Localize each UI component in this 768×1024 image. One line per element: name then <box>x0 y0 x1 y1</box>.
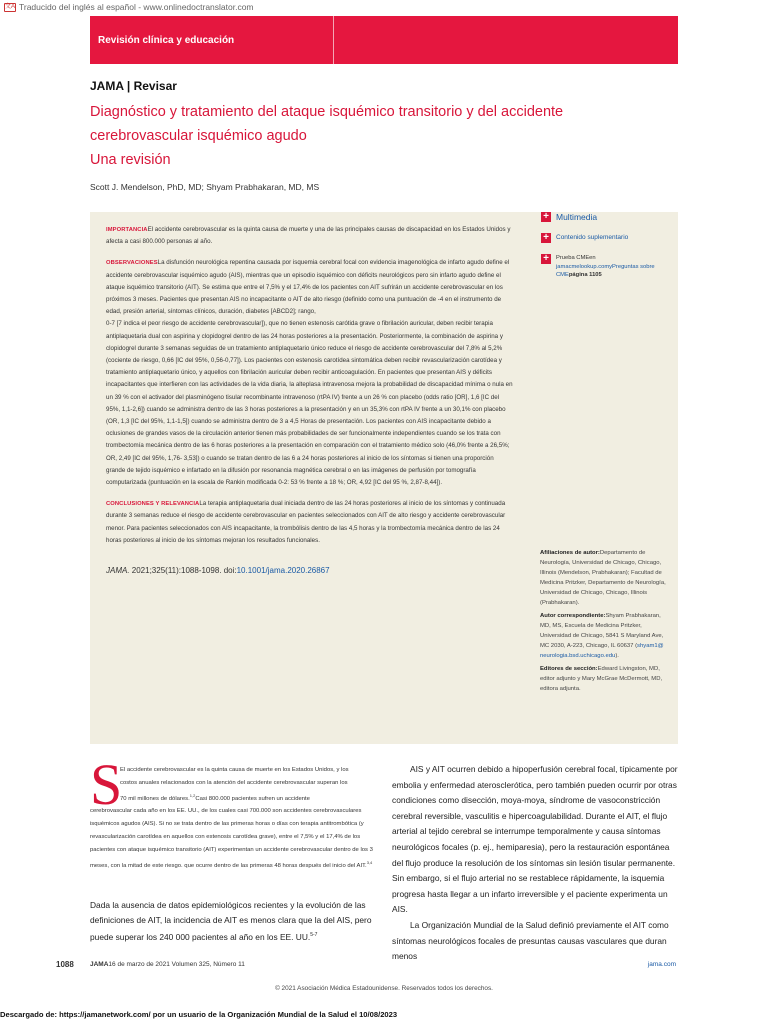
intro-line-2: costos anuales relacionados con la atención del accidente cerebrovascular superan los <box>120 779 348 786</box>
observations-text-cont: 0-7 [7 indica el peor riesgo de accidente cerebrovascular]), que no tienen estenosis carótida grave o fibrilación auricular, deben recibir terapia antiplaquetaria dual con aspirina y clopidogrel dentro de las 24 horas posteriores a la presentación. Posteriormente, la combinación de aspirina y clopidogrel durante 3 semanas seguidas de un tratamiento antiplaquetario único reduce el riesgo de accidente cerebrovascular del 7,8% al 5,2% (cociente de riesgo, 0,66 [IC del 95%, 0,56-0,77]). Los pacientes con estenosis carotídea sintomática deben recibir revascularización carotídea y tratamiento antiplaquetario único, y aquellos con fibrilación auricular deben recibir anticoagulación. En pacientes que presentan AIS y déficits incapacitantes que interfieren con las actividades de la vida diaria, la alteplasa intravenosa mejora la probabilidad de discapacidad mínima o nula en un 39 % con el activador del plasminógeno tisular recombinante intravenoso (rtPA IV) frente a un 26 % con placebo (odds ratio [OR], 1,6 [IC del 95%, 1,1-2,6]) cuando se administra dentro de las 3 horas posteriores a la presentación y en un 35,3% con rtPA IV frente a un 30,1% con placebo (OR, 1,3 [IC del 95%, 1,1-1,5]) cuando se administra dentro de 3 a 4,5 Horas de presentación. Los pacientes con AIS incapacitante debido a oclusiones de grandes vasos de la circulación anterior tienen más probabilidades de ser funcionalmente independientes cuando se los trata con trombectomía mecánica dentro de las 6 horas posteriores a la presentación en comparación con el tratamiento médico solo (46,0% frente a 26,5%; OR, 2,49 [IC del 95%, 1,76- 3,53]) o cuando se tratan dentro de las 6 a 24 horas posteriores al inicio de los síntomas si tienen una proporción grande de tejido isquémico e infartado en la difusión por resonancia magnética cerebral o en las imágenes de perfusión por tomografía computarizada (puntuación en la escala de Rankin modificada 0-2: 53 % frente a 18 %; OR, 4,92 [IC del 95 %, 2,87-8,44]). <box>106 320 513 487</box>
editors-block <box>540 664 672 694</box>
editors-text: Edward Livingston, MD, editor adjunto y Mary McGrae McDermott, MD, editora adjunta. <box>540 666 663 692</box>
cme-link[interactable] <box>541 254 673 280</box>
ref-5-7[interactable]: 5-7 <box>310 932 318 938</box>
affiliations-label: Afiliaciones de autor: <box>540 550 600 556</box>
left-paragraph-text: Dada la ausencia de datos epidemiológicos recientes y la evolución de las definiciones de AIT, la incidencia de AIT es menos clara que la del AIS, pero puede superar los 240 000 pacientes al año en los EE. UU. <box>90 900 372 942</box>
citation <box>106 565 514 577</box>
intro-line-3-text: 70 mil millones de dólares. <box>120 795 190 802</box>
footer-journal <box>90 961 245 968</box>
drop-cap: S <box>90 752 123 817</box>
footer-issue: 16 de marzo de 2021 Volumen 325, Número 11 <box>108 961 245 968</box>
footer-site-link[interactable]: jama.com <box>647 961 676 968</box>
corresponding-end: ). <box>615 653 619 659</box>
cme-page: página 1105 <box>568 272 602 278</box>
page-footer <box>56 960 676 972</box>
importance-heading: IMPORTANCIA <box>106 227 148 233</box>
ref-1-2[interactable]: 1,2 <box>189 792 196 798</box>
intro-line-1: El accidente cerebrovascular es la quinta causa de muerte en los Estados Unidos, y los <box>120 767 349 773</box>
affiliations-block <box>540 548 672 608</box>
intro-paragraph <box>90 764 380 872</box>
translation-note-text: Traducido del inglés al español - www.onlinedoctranslator.com <box>19 2 254 12</box>
article-title <box>90 100 590 172</box>
banner-label: Revisión clínica y educación <box>98 35 235 46</box>
cme-lookup-link[interactable]: jamacmelookup.comyPreguntas sobre CME <box>556 263 655 278</box>
supplement-link[interactable] <box>541 233 628 243</box>
title-subtitle: Una revisión <box>90 152 171 168</box>
author-list: Scott J. Mendelson, PhD, MD; Shyam Prabhakaran, MD, MS <box>90 182 320 192</box>
observations-text: La disfunción neurológica repentina causada por isquemia cerebral focal con evidencia imagenológica de infarto agudo define el accidente cerebrovascular isquémico agudo (AIS), mientras que un episodio isquémico con déficits neurológicos pero sin infarto agudo define el ataque isquémico transitorio (AIT). Se estima que entre el 7,5% y el 17,4% de los pacientes con AIT sufrirán un accidente cerebrovascular en los próximos 3 meses. Pacientes que presentan AIS no incapacitante o AIT de alto riesgo (definido como una puntuación de -4 en el instrumento de edad, presión arterial, síntomas clínicos, duración, diabetes [ABCD2]; rango, <box>106 259 510 316</box>
multimedia-label: Multimedia <box>556 212 598 222</box>
body-paragraph-left <box>90 898 380 945</box>
cme-text <box>556 254 673 280</box>
abstract-conclusions <box>106 498 514 547</box>
download-note: Descargado de: https://jamanetwork.com/ por un usuario de la Organización Mundial de la Salud el 10/08/2023 <box>0 1010 398 1019</box>
right-paragraph-1: AIS y AIT ocurren debido a hipoperfusión cerebral focal, típicamente por embolia y enfermedad aterosclerótica, pero también pueden ocurrir por otras condiciones como disección, moya-moya, síndrome de vasoconstricción cerebral reversible, vasculitis e hipercoagulabilidad. Durante el AIT, el flujo arterial al tejido cerebral se interrumpe temporalmente y causa síntomas neurológicos focales (p. ej., hemiparesia), pero la restauración espontánea del flujo produce la resolución de los síntomas sin lesión tisular permanente. Sin embargo, si el flujo arterial no se restablece rápidamente, la isquemia progresa hasta llegar a un infarto irreversible y el paciente experimenta un AIS. <box>392 764 678 915</box>
conclusions-heading: CONCLUSIONES Y RELEVANCIA <box>106 501 200 508</box>
conclusions-text: La terapia antiplaquetaria dual iniciada dentro de las 24 horas posteriores al inicio de los síntomas y continuada durante 3 semanas reduce el riesgo de accidente cerebrovascular en pacientes seleccionados con AIT de alto riesgo y accidente cerebrovascular menor. Para pacientes seleccionados con AIS incapacitante, la trombólisis dentro de las 4,5 horas y la trombectomía mecánica dentro de las 24 horas posteriores al inicio de los síntomas mejoran los resultados funcionales. <box>106 500 506 544</box>
cme-prefix: Prueba CMEen <box>556 255 596 261</box>
doi-link[interactable]: 10.1001/jama.2020.26867 <box>236 566 330 576</box>
intro-rest: cerebrovascular cada año en los EE. UU., de los cuales casi 700.000 son accidentes cerebrovasculares isquémicos agudos (AIS). Si no se trata dentro de las primeras horas o días con terapia antitrombótica (y revascularización carotídea en aquellos con estenosis carotídea grave), entre el 7,5% y el 17,4% de los pacientes con ataque isquémico transitorio (AIT) experimentan un accidente cerebrovascular dentro de los 3 meses, con la mitad de este riesgo. que ocurre dentro de las primeras 48 horas después del inicio del AIT. <box>90 808 373 869</box>
citation-journal: JAMA. <box>106 566 130 576</box>
footer-journal-name: JAMA <box>90 961 109 968</box>
right-paragraph-2: La Organización Mundial de la Salud definió previamente el AIT como síntomas neurológicos focales de presuntas causas vasculares que duran menos <box>392 919 669 962</box>
corresponding-text: Shyam Prabhakaran, MD, MS, Escuela de Medicina Pritzker, Universidad de Chicago, 5841 S Maryland Ave, MC 2030, A-223, Chicago, IL 60637 ( <box>540 613 664 649</box>
translate-icon: 文A <box>5 4 16 10</box>
editors-label: Editores de sección: <box>540 666 598 672</box>
importance-text: El accidente cerebrovascular es la quinta causa de muerte y una de las principales causas de discapacidad en los Estados Unidos y afecta a casi 800.000 personas al año. <box>106 226 511 246</box>
observations-heading: OBSERVACIONES <box>106 260 158 267</box>
corresponding-block <box>540 611 672 661</box>
intro-line-3 <box>90 790 380 806</box>
multimedia-link[interactable] <box>541 212 597 222</box>
abstract-importance <box>106 224 514 248</box>
title-line-2: cerebrovascular isquémico agudo <box>90 128 307 144</box>
copyright-notice: © 2021 Asociación Médica Estadounidense. Reservados todos los derechos. <box>275 985 493 992</box>
supplement-label: Contenido suplementario <box>556 234 629 241</box>
abstract-observations <box>106 257 514 489</box>
abstract-box <box>90 212 530 744</box>
plus-icon: + <box>541 254 551 264</box>
email-link[interactable]: shyam1@ neurologia.bsd.uchicago.edu <box>540 643 664 659</box>
plus-icon: + <box>541 212 551 222</box>
citation-text: 2021;325(11):1088-1098. doi: <box>129 566 237 576</box>
banner-divider <box>333 16 334 64</box>
intro-line-3-rest: Casi 800.000 pacientes sufren un accidente <box>195 795 310 802</box>
translation-note[interactable] <box>4 0 254 14</box>
section-banner <box>90 16 678 64</box>
affiliations-text: Departamento de Neurología, Universidad de Chicago, Chicago, Illinois (Mendelson, Prabhakaran); Facultad de Medicina Pritzker, Departamento de Neurología, Universidad de Chicago, Chicago, Illinois (Prabhakaran). <box>540 550 666 606</box>
corresponding-label: Autor correspondiente: <box>540 613 606 619</box>
page-number: 1088 <box>56 960 74 969</box>
journal-line: JAMA | Revisar <box>90 79 177 93</box>
author-affiliations <box>540 548 672 697</box>
ref-3-4[interactable]: 3,4 <box>366 859 373 865</box>
title-line-1: Diagnóstico y tratamiento del ataque isquémico transitorio y del accidente <box>90 104 564 120</box>
body-column-right <box>392 762 678 965</box>
plus-icon: + <box>541 233 551 243</box>
